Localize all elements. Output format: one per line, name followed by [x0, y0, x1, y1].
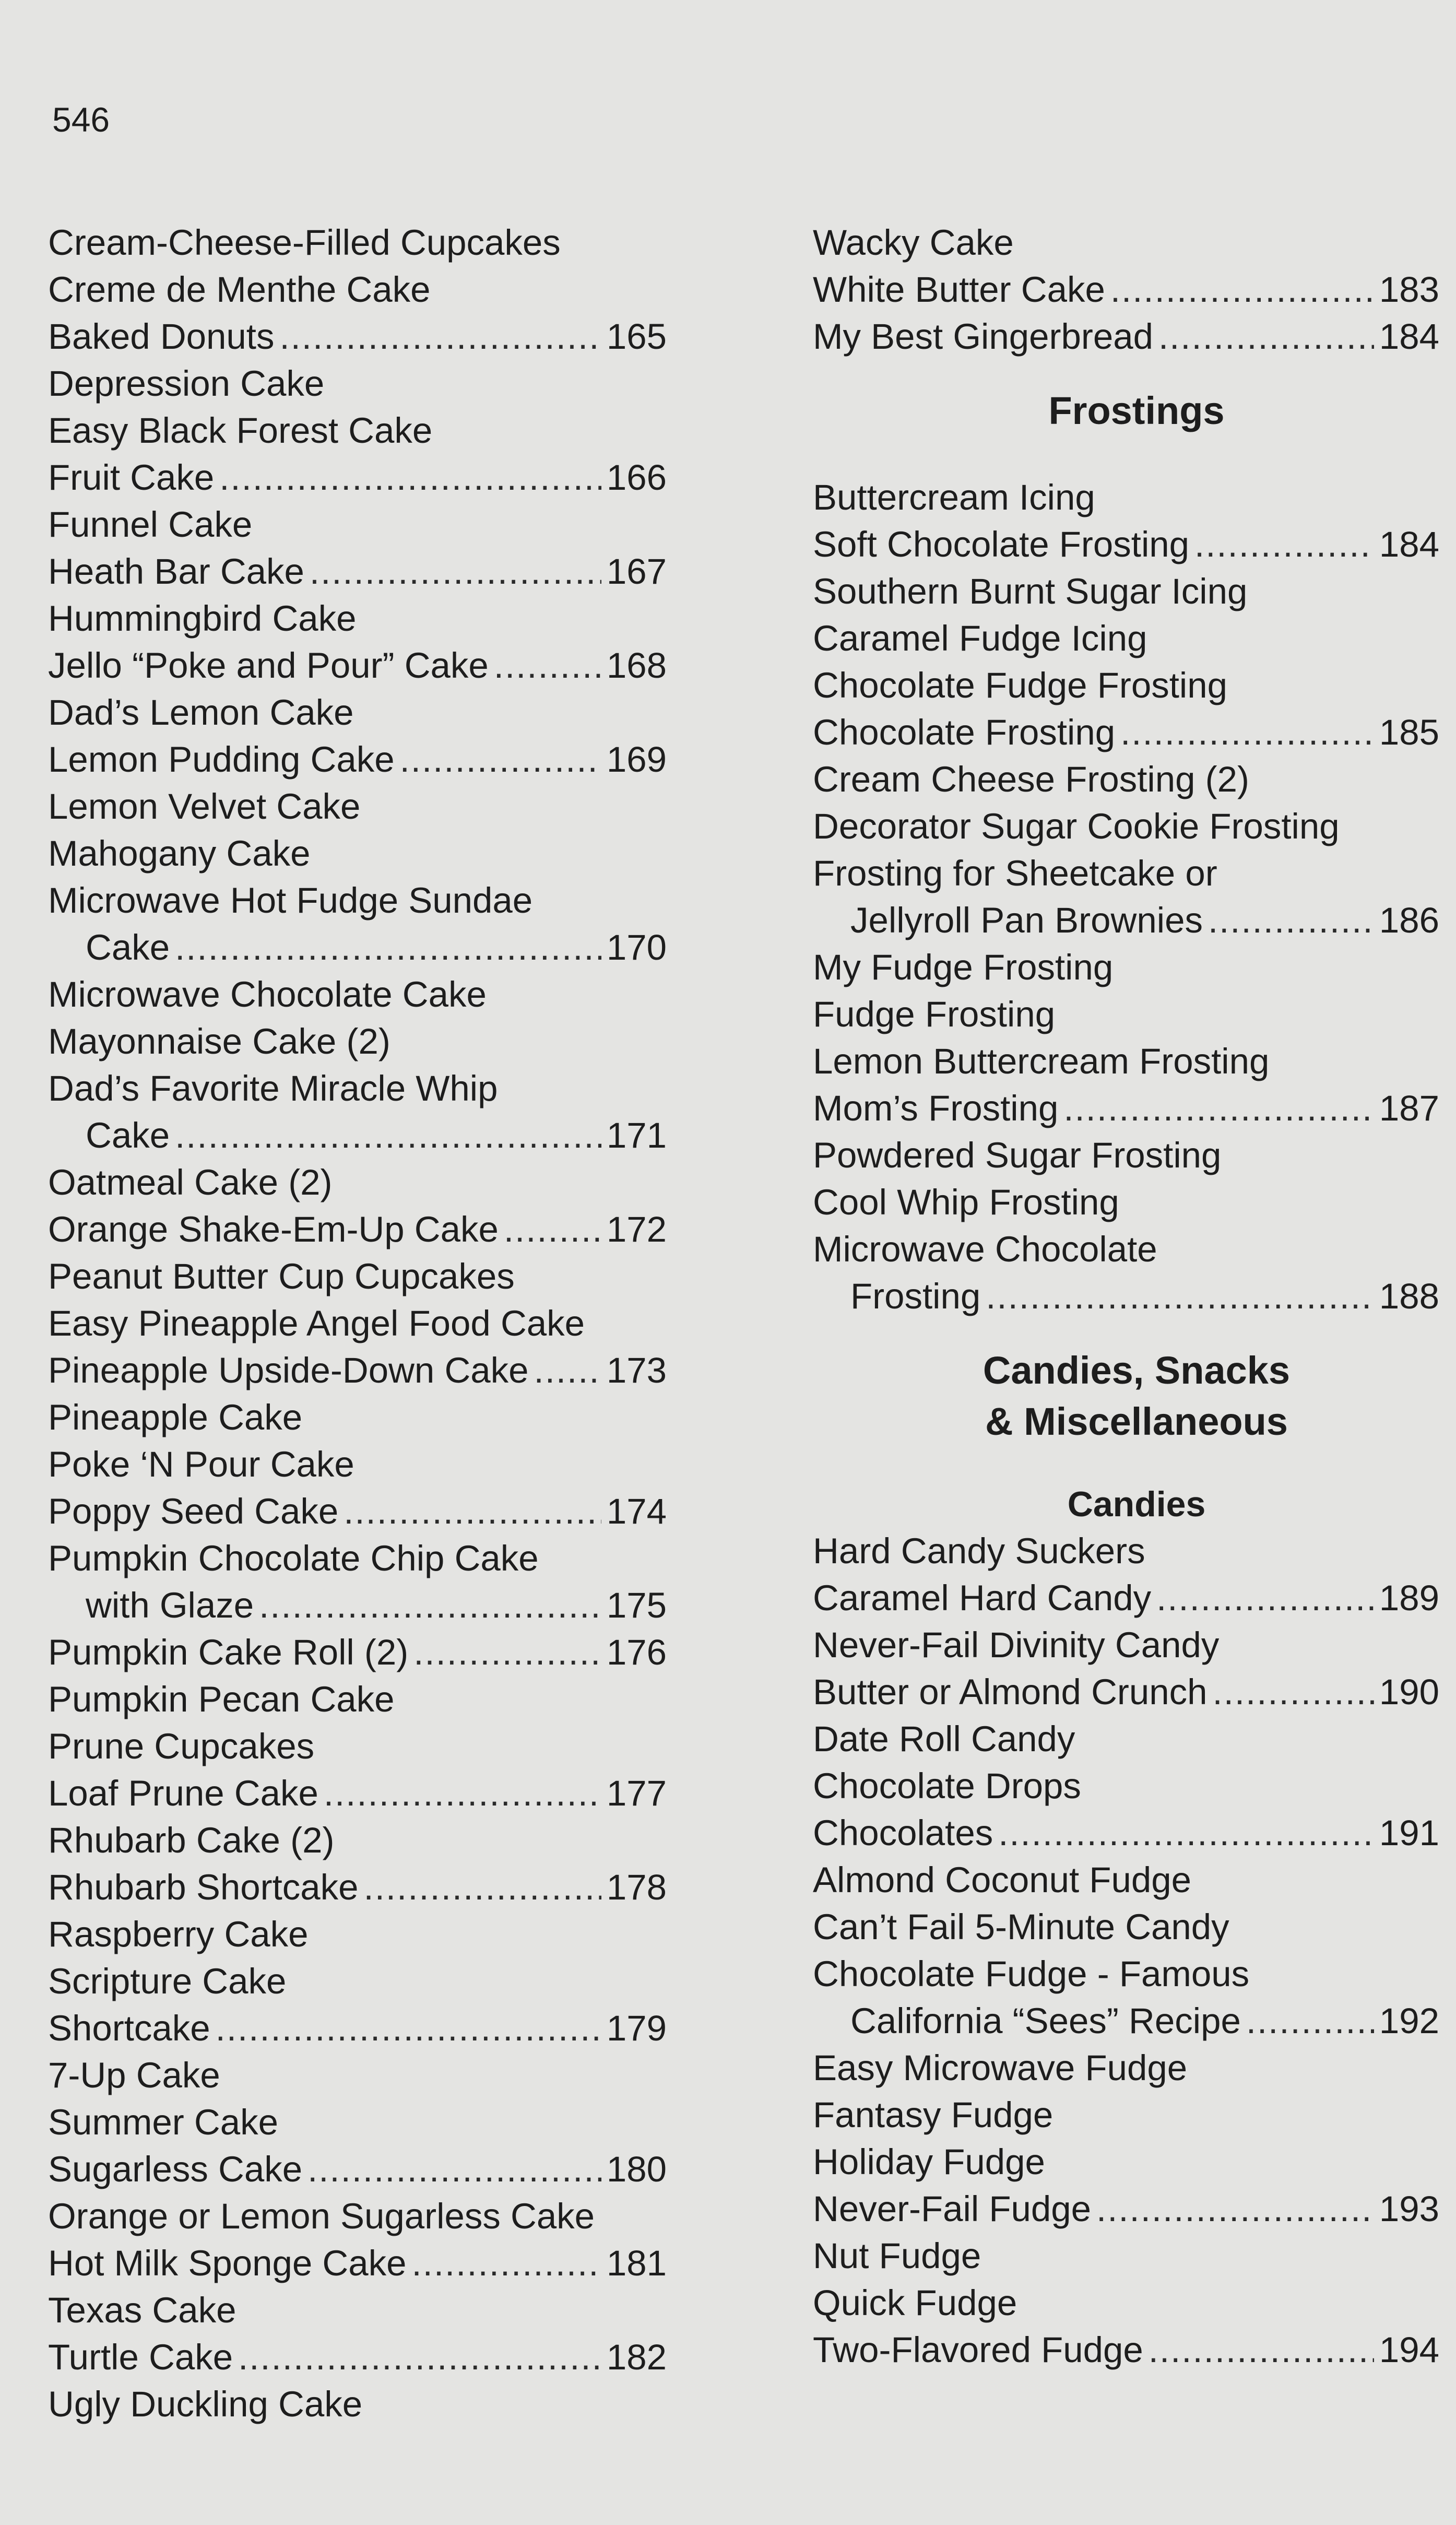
index-entry — [48, 1253, 667, 1300]
entry-title: Lemon Velvet Cake — [48, 786, 361, 827]
dot-leader — [1063, 1085, 1374, 1132]
entry-title: Easy Pineapple Angel Food Cake — [48, 1303, 585, 1343]
entry-title: Chocolates — [813, 1813, 993, 1853]
index-entry — [48, 1864, 667, 1911]
candies-subheading: Candies — [1067, 1484, 1206, 1524]
index-entry — [48, 1300, 667, 1347]
entry-page-number: 187 — [1379, 1088, 1439, 1128]
index-entry — [48, 2193, 667, 2240]
index-entry — [48, 830, 667, 877]
candies-heading-line2: & Miscellaneous — [985, 1400, 1288, 1443]
entry-page-number: 167 — [606, 551, 667, 592]
index-entry — [48, 1817, 667, 1864]
entry-page-number: 186 — [1379, 900, 1439, 940]
entry-page-number: 171 — [606, 1115, 667, 1155]
index-entry — [813, 2139, 1439, 2186]
index-entry — [48, 1535, 667, 1582]
index-entry — [813, 944, 1439, 991]
index-entry — [48, 1347, 667, 1394]
entry-title: Poppy Seed Cake — [48, 1491, 339, 1531]
entry-title: Never-Fail Divinity Candy — [813, 1625, 1220, 1665]
entry-title: Pumpkin Pecan Cake — [48, 1679, 395, 1719]
index-entry — [813, 1575, 1439, 1622]
entry-title: Pumpkin Cake Roll (2) — [48, 1632, 409, 1672]
index-entry — [813, 1132, 1439, 1179]
index-entry — [813, 1763, 1439, 1810]
entry-page-number: 175 — [606, 1585, 667, 1625]
entry-page-number: 188 — [1379, 1276, 1439, 1316]
dot-leader — [310, 548, 601, 595]
entry-page-number: 181 — [606, 2243, 667, 2283]
index-entry — [48, 548, 667, 595]
entry-title: Easy Black Forest Cake — [48, 410, 433, 451]
index-entry — [48, 501, 667, 548]
index-entry — [48, 1018, 667, 1065]
entry-title: Cool Whip Frosting — [813, 1182, 1119, 1222]
index-entry — [48, 2334, 667, 2381]
index-entry — [48, 1911, 667, 1958]
index-entry — [48, 266, 667, 313]
index-entry — [813, 1179, 1439, 1226]
frostings-heading: Frostings — [1048, 389, 1225, 432]
entry-title: Cake — [86, 1115, 170, 1155]
index-entry — [813, 266, 1439, 313]
dot-leader — [175, 924, 601, 971]
index-entry — [48, 219, 667, 266]
entry-title: Holiday Fudge — [813, 2142, 1045, 2182]
index-entry — [813, 568, 1439, 615]
dot-leader — [344, 1488, 601, 1535]
entry-title: Raspberry Cake — [48, 1914, 309, 1954]
entry-title: Cream-Cheese-Filled Cupcakes — [48, 222, 561, 263]
entry-title: Shortcake — [48, 2008, 210, 2048]
cakes-continued-list — [813, 219, 1439, 360]
index-entry — [813, 2327, 1439, 2374]
index-entry — [813, 756, 1439, 803]
index-entry — [48, 689, 667, 736]
index-entry — [48, 736, 667, 783]
entry-page-number: 166 — [606, 457, 667, 498]
entry-title: Dad’s Favorite Miracle Whip — [48, 1068, 498, 1108]
entry-title: Decorator Sugar Cookie Frosting — [813, 806, 1340, 846]
index-entry — [813, 1085, 1439, 1132]
entry-title: Chocolate Fudge - Famous — [813, 1954, 1250, 1994]
index-entry — [48, 1629, 667, 1676]
dot-leader — [238, 2334, 601, 2381]
index-entry — [813, 1273, 1439, 1320]
index-entry — [48, 924, 667, 971]
entry-title: Hummingbird Cake — [48, 598, 357, 639]
entry-title: Frosting for Sheetcake or — [813, 853, 1217, 893]
entry-title: Buttercream Icing — [813, 477, 1095, 517]
entry-title: Nut Fudge — [813, 2236, 981, 2276]
index-entry — [48, 2005, 667, 2052]
entry-title: Depression Cake — [48, 363, 325, 404]
dot-leader — [504, 1206, 601, 1253]
index-entry — [813, 2280, 1439, 2327]
entry-page-number: 191 — [1379, 1813, 1439, 1853]
index-entry — [48, 783, 667, 830]
entry-page-number: 194 — [1379, 2330, 1439, 2370]
entry-page-number: 179 — [606, 2008, 667, 2048]
entry-title: Fantasy Fudge — [813, 2095, 1053, 2135]
index-entry — [48, 2240, 667, 2287]
index-entry — [813, 1951, 1439, 1998]
entry-title: with Glaze — [86, 1585, 254, 1625]
index-entry — [48, 1488, 667, 1535]
candies-list — [813, 1528, 1439, 2374]
entry-title: Fudge Frosting — [813, 994, 1056, 1034]
entry-title: Date Roll Candy — [813, 1719, 1075, 1759]
index-entry — [813, 2092, 1439, 2139]
entry-page-number: 173 — [606, 1350, 667, 1390]
entry-title: Lemon Buttercream Frosting — [813, 1041, 1270, 1081]
entry-title: Southern Burnt Sugar Icing — [813, 571, 1248, 611]
dot-leader — [259, 1582, 601, 1629]
index-entry — [48, 407, 667, 454]
index-entry — [48, 1441, 667, 1488]
index-entry — [813, 474, 1439, 521]
entry-title: Caramel Hard Candy — [813, 1578, 1152, 1618]
entry-title: Microwave Hot Fudge Sundae — [48, 880, 533, 921]
entry-page-number: 184 — [1379, 524, 1439, 564]
index-entry — [813, 521, 1439, 568]
candies-heading-line1: Candies, Snacks — [982, 1349, 1291, 1392]
entry-title: Hot Milk Sponge Cake — [48, 2243, 407, 2283]
entry-title: Chocolate Fudge Frosting — [813, 665, 1227, 705]
entry-title: Creme de Menthe Cake — [48, 269, 431, 310]
index-entry — [48, 2052, 667, 2099]
index-entry — [48, 971, 667, 1018]
index-entry — [48, 360, 667, 407]
index-entry — [813, 1810, 1439, 1857]
index-entry — [813, 897, 1439, 944]
entry-title: California “Sees” Recipe — [850, 2001, 1241, 2041]
entry-title: My Fudge Frosting — [813, 947, 1114, 987]
index-entry — [48, 877, 667, 924]
dot-leader — [534, 1347, 601, 1394]
dot-leader — [1096, 2186, 1374, 2233]
entry-page-number: 174 — [606, 1491, 667, 1531]
entry-title: Almond Coconut Fudge — [813, 1860, 1191, 1900]
entry-title: Scripture Cake — [48, 1961, 287, 2001]
entry-page-number: 168 — [606, 645, 667, 686]
dot-leader — [1213, 1669, 1374, 1716]
entry-title: Rhubarb Cake (2) — [48, 1820, 335, 1860]
index-entry — [813, 850, 1439, 897]
entry-page-number: 193 — [1379, 2189, 1439, 2229]
index-entry — [813, 219, 1439, 266]
index-entry — [813, 662, 1439, 709]
dot-leader — [307, 2146, 601, 2193]
dot-leader — [324, 1770, 601, 1817]
entry-title: Orange or Lemon Sugarless Cake — [48, 2196, 595, 2236]
entry-title: My Best Gingerbread — [813, 316, 1153, 357]
entry-title: Jellyroll Pan Brownies — [850, 900, 1203, 940]
entry-title: Pumpkin Chocolate Chip Cake — [48, 1538, 539, 1578]
index-entry — [813, 991, 1439, 1038]
index-entry — [48, 1676, 667, 1723]
index-entry — [813, 1998, 1439, 2045]
entry-title: Dad’s Lemon Cake — [48, 692, 354, 733]
entry-title: Mayonnaise Cake (2) — [48, 1021, 390, 1061]
entry-page-number: 169 — [606, 739, 667, 780]
index-entry — [813, 1904, 1439, 1951]
index-entry — [813, 1038, 1439, 1085]
entry-page-number: 178 — [606, 1867, 667, 1907]
index-column-right — [813, 219, 1439, 2374]
index-entry — [813, 1716, 1439, 1763]
index-entry — [48, 1112, 667, 1159]
entry-title: Chocolate Drops — [813, 1766, 1081, 1806]
dot-leader — [364, 1864, 601, 1911]
entry-title: Heath Bar Cake — [48, 551, 304, 592]
index-entry — [813, 2233, 1439, 2280]
dot-leader — [1120, 709, 1374, 756]
dot-leader — [494, 642, 601, 689]
entry-page-number: 172 — [606, 1209, 667, 1249]
entry-page-number: 190 — [1379, 1672, 1439, 1712]
entry-page-number: 177 — [606, 1773, 667, 1813]
index-entry — [48, 1159, 667, 1206]
index-entry — [48, 2099, 667, 2146]
entry-title: Summer Cake — [48, 2102, 278, 2142]
entry-page-number: 165 — [606, 316, 667, 357]
entry-title: Poke ‘N Pour Cake — [48, 1444, 354, 1484]
entry-title: 7-Up Cake — [48, 2055, 220, 2095]
entry-title: Loaf Prune Cake — [48, 1773, 318, 1813]
dot-leader — [279, 313, 601, 360]
dot-leader — [1156, 1575, 1374, 1622]
entry-title: Cream Cheese Frosting (2) — [813, 759, 1249, 799]
entry-title: Jello “Poke and Pour” Cake — [48, 645, 489, 686]
entry-title: Ugly Duckling Cake — [48, 2384, 363, 2424]
dot-leader — [1194, 521, 1374, 568]
index-entry — [48, 2146, 667, 2193]
index-entry — [48, 1958, 667, 2005]
index-entry — [813, 1622, 1439, 1669]
entry-title: Never-Fail Fudge — [813, 2189, 1092, 2229]
entry-title: Caramel Fudge Icing — [813, 618, 1147, 658]
index-entry — [813, 709, 1439, 756]
entry-title: Baked Donuts — [48, 316, 275, 357]
entry-title: Butter or Almond Crunch — [813, 1672, 1208, 1712]
entry-title: Turtle Cake — [48, 2337, 233, 2377]
entry-title: Lemon Pudding Cake — [48, 739, 395, 780]
index-entry — [48, 2287, 667, 2334]
entry-page-number: 170 — [606, 927, 667, 967]
entry-title: Prune Cupcakes — [48, 1726, 315, 1766]
index-entry — [48, 642, 667, 689]
entry-title: Microwave Chocolate — [813, 1229, 1157, 1269]
entry-title: Two-Flavored Fudge — [813, 2330, 1143, 2370]
entry-title: White Butter Cake — [813, 269, 1105, 310]
entry-title: Microwave Chocolate Cake — [48, 974, 487, 1014]
entry-page-number: 189 — [1379, 1578, 1439, 1618]
index-entry — [813, 1226, 1439, 1273]
entry-title: Soft Chocolate Frosting — [813, 524, 1190, 564]
dot-leader — [1246, 1998, 1374, 2045]
entry-page-number: 182 — [606, 2337, 667, 2377]
dot-leader — [1149, 2327, 1374, 2374]
frostings-list — [813, 474, 1439, 1320]
cakes-list — [48, 219, 667, 2428]
dot-leader — [175, 1112, 601, 1159]
entry-title: Chocolate Frosting — [813, 712, 1116, 752]
entry-title: Fruit Cake — [48, 457, 215, 498]
entry-title: Peanut Butter Cup Cupcakes — [48, 1256, 515, 1296]
index-entry — [813, 2186, 1439, 2233]
index-entry — [813, 2045, 1439, 2092]
entry-title: Texas Cake — [48, 2290, 236, 2330]
entry-title: Mahogany Cake — [48, 833, 311, 874]
entry-title: Hard Candy Suckers — [813, 1531, 1145, 1571]
index-entry — [813, 313, 1439, 360]
index-entry — [48, 1770, 667, 1817]
index-entry — [813, 1669, 1439, 1716]
entry-title: Pineapple Upside-Down Cake — [48, 1350, 529, 1390]
dot-leader — [216, 2005, 601, 2052]
dot-leader — [219, 454, 601, 501]
dot-leader — [986, 1273, 1374, 1320]
dot-leader — [413, 1629, 601, 1676]
entry-page-number: 183 — [1379, 269, 1439, 310]
entry-title: Can’t Fail 5-Minute Candy — [813, 1907, 1229, 1947]
entry-title: Mom’s Frosting — [813, 1088, 1059, 1128]
index-entry — [813, 1528, 1439, 1575]
dot-leader — [412, 2240, 601, 2287]
dot-leader — [1208, 897, 1374, 944]
dot-leader — [998, 1810, 1374, 1857]
entry-title: Powdered Sugar Frosting — [813, 1135, 1222, 1175]
dot-leader — [1110, 266, 1374, 313]
entry-title: Orange Shake-Em-Up Cake — [48, 1209, 499, 1249]
entry-title: Oatmeal Cake (2) — [48, 1162, 333, 1202]
entry-title: Pineapple Cake — [48, 1397, 303, 1437]
dot-leader — [400, 736, 601, 783]
index-entry — [48, 1394, 667, 1441]
entry-title: Frosting — [850, 1276, 981, 1316]
entry-page-number: 185 — [1379, 712, 1439, 752]
entry-page-number: 180 — [606, 2149, 667, 2189]
entry-title: Quick Fudge — [813, 2283, 1017, 2323]
entry-title: Funnel Cake — [48, 504, 253, 545]
index-entry — [48, 1065, 667, 1112]
entry-page-number: 184 — [1379, 316, 1439, 357]
index-entry — [48, 454, 667, 501]
entry-page-number: 176 — [606, 1632, 667, 1672]
index-entry — [48, 1723, 667, 1770]
index-entry — [48, 595, 667, 642]
entry-title: Cake — [86, 927, 170, 967]
entry-title: Wacky Cake — [813, 222, 1014, 263]
page-number: 546 — [52, 100, 110, 139]
entry-title: Sugarless Cake — [48, 2149, 303, 2189]
index-entry — [813, 803, 1439, 850]
index-column-left — [48, 219, 667, 2428]
index-entry — [48, 1582, 667, 1629]
index-entry — [48, 313, 667, 360]
index-entry — [48, 1206, 667, 1253]
index-entry — [48, 2381, 667, 2428]
index-entry — [813, 615, 1439, 662]
dot-leader — [1158, 313, 1374, 360]
entry-title: Rhubarb Shortcake — [48, 1867, 359, 1907]
entry-title: Easy Microwave Fudge — [813, 2048, 1188, 2088]
index-entry — [813, 1857, 1439, 1904]
entry-page-number: 192 — [1379, 2001, 1439, 2041]
